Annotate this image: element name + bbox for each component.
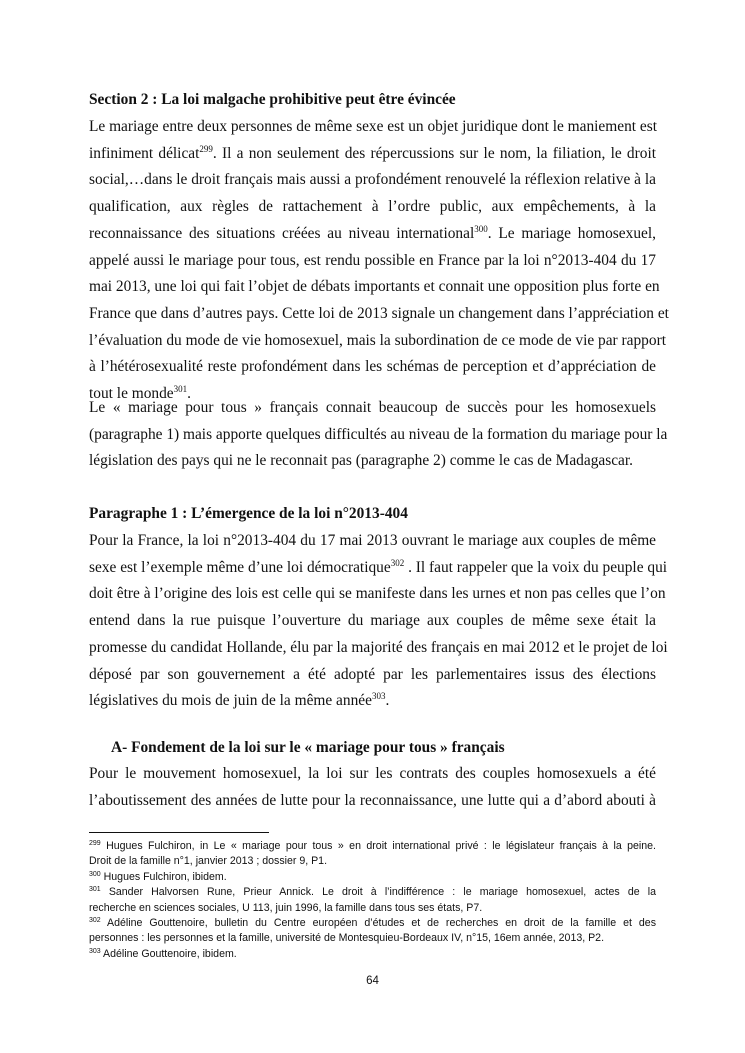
text: déposé par son gouvernement a été adopté par les parlementaires issus des élections bbox=[89, 665, 656, 683]
footnote-reference[interactable]: 300 bbox=[474, 223, 488, 234]
text: mai 2013, une loi qui fait l’objet de débats importants et connait une opposition plus forte en bbox=[89, 278, 660, 296]
text-line bbox=[89, 765, 656, 783]
footnote-number: 302 bbox=[89, 917, 101, 924]
paragraph-1-title: Paragraphe 1 : L’émergence de la loi n°2013-404 bbox=[89, 505, 408, 522]
text-line bbox=[89, 118, 656, 136]
text-line bbox=[89, 399, 656, 417]
text: Le « mariage pour tous » français connait beaucoup de succès pour les homosexuels bbox=[89, 399, 656, 416]
footnote-number: 303 bbox=[89, 947, 101, 955]
footnote-number: 299 bbox=[89, 840, 101, 847]
text: sexe est l’exemple même d’une loi démocratique bbox=[89, 558, 391, 576]
subsection-title: A- Fondement de la loi sur le « mariage pour tous » français bbox=[111, 739, 505, 756]
text: . Le mariage homosexuel, bbox=[487, 224, 656, 242]
text: (paragraphe 1) mais apporte quelques difficultés au niveau de la formation du mariage pour la bbox=[89, 425, 668, 443]
text: législatives du mois de juin de la même année bbox=[89, 692, 372, 710]
text: à l’hétérosexualité reste profondément dans les schémas de perception et d’appréciation de bbox=[89, 358, 656, 376]
text: tout le monde bbox=[89, 385, 174, 402]
text-line bbox=[89, 278, 660, 296]
footnote-line bbox=[89, 886, 656, 899]
text-line bbox=[89, 692, 656, 710]
text: promesse du candidat Hollande, élu par la majorité des français en mai 2012 et le projet de loi bbox=[89, 638, 668, 656]
footnote-line bbox=[89, 917, 656, 930]
text: Pour la France, la loi n°2013-404 du 17 mai 2013 ouvrant le mariage aux couples de même bbox=[89, 532, 656, 549]
footnote-reference[interactable]: 299 bbox=[199, 143, 213, 154]
footnote-reference[interactable]: 303 bbox=[371, 691, 386, 702]
footnote-text: Hugues Fulchiron, in Le « mariage pour tous » en droit international privé : le législateur français à la peine. bbox=[100, 840, 656, 852]
footnote-reference[interactable]: 302 bbox=[390, 557, 405, 568]
text: doit être à l’origine des lois est celle qui se manifeste dans les urnes et non pas celles que l’on bbox=[89, 585, 666, 603]
footnote-text: Adéline Gouttenoire, bulletin du Centre européen d’études et de recherches en droit de la famille et des bbox=[100, 917, 656, 929]
footnote-text: recherche en sciences sociales, U 113, juin 1996, la famille dans tous ses états, P7. bbox=[89, 901, 483, 914]
text-line bbox=[89, 304, 669, 323]
text-line bbox=[89, 532, 656, 550]
text-line bbox=[89, 331, 666, 350]
text: l’évaluation du mode de vie homosexuel, mais la subordination de ce mode de vie par rapport bbox=[89, 331, 666, 349]
text: infiniment délicat bbox=[89, 144, 200, 162]
text-line bbox=[89, 171, 656, 189]
footnote-line bbox=[89, 932, 656, 945]
footnote-line bbox=[89, 902, 656, 915]
text: social,…dans le droit français mais aussi a profondément renouvelé la réflexion relative à la bbox=[89, 171, 656, 189]
text-line bbox=[89, 198, 656, 216]
text-line bbox=[89, 638, 668, 657]
footnote-reference[interactable]: 301 bbox=[173, 384, 188, 394]
footnote-number: 301 bbox=[89, 886, 101, 894]
text-line bbox=[89, 666, 656, 684]
text-line bbox=[89, 358, 656, 376]
footnote-text: Sander Halvorsen Rune, Prieur Annick. Le droit à l’indifférence : le mariage homosexuel, actes de la bbox=[100, 886, 656, 899]
text-line bbox=[89, 252, 656, 270]
text-line bbox=[89, 225, 656, 243]
text-line bbox=[89, 792, 656, 810]
footnote-line bbox=[89, 871, 656, 884]
text-line bbox=[89, 425, 668, 444]
text: reconnaissance des situations créées au niveau international bbox=[89, 224, 475, 242]
footnote-line bbox=[89, 948, 656, 961]
text-line bbox=[89, 612, 656, 630]
text: . bbox=[385, 692, 390, 710]
text-line bbox=[89, 145, 656, 163]
text: qualification, aux règles de rattachement à l’ordre public, aux empêchements, à la bbox=[89, 198, 656, 216]
footnote-number: 300 bbox=[89, 870, 101, 878]
footnote-text: Droit de la famille n°1, janvier 2013 ; dossier 9, P1. bbox=[89, 855, 328, 868]
text: France que dans d’autres pays. Cette loi de 2013 signale un changement dans l’appréciation et bbox=[89, 304, 669, 322]
text: l’aboutissement des années de lutte pour la reconnaissance, une lutte qui a d’abord abouti à bbox=[89, 791, 656, 809]
text: . Il faut rappeler que la voix du peuple qui bbox=[404, 558, 668, 576]
text: . bbox=[187, 385, 191, 402]
text: . Il a non seulement des répercussions sur le nom, la filiation, le droit bbox=[212, 144, 656, 162]
text: législation des pays qui ne le reconnait pas (paragraphe 2) comme le cas de Madagascar. bbox=[89, 452, 634, 469]
footnote-line bbox=[89, 840, 656, 853]
text: Pour le mouvement homosexuel, la loi sur les contrats des couples homosexuels a été bbox=[89, 765, 656, 782]
text: entend dans la rue puisque l’ouverture du mariage aux couples de même sexe était la bbox=[89, 612, 656, 630]
footnote-text: personnes : les personnes et la famille, université de Montesquieu-Bordeaux IV, n°15, 16em année, 2013, P2. bbox=[89, 932, 605, 945]
footnote-separator bbox=[89, 832, 269, 833]
text-line bbox=[89, 557, 668, 577]
text-line bbox=[89, 452, 656, 470]
section-title: Section 2 : La loi malgache prohibitive peut être évincée bbox=[89, 91, 456, 108]
page-number: 64 bbox=[366, 975, 379, 987]
text: Le mariage entre deux personnes de même sexe est un objet juridique dont le maniement est bbox=[89, 118, 657, 135]
footnote-text: Hugues Fulchiron, ibidem. bbox=[100, 870, 227, 883]
text: appelé aussi le mariage pour tous, est rendu possible en France par la loi n°2013-404 du 17 bbox=[89, 251, 656, 269]
footnote-line bbox=[89, 855, 656, 868]
text-line bbox=[89, 585, 666, 603]
footnote-text: Adéline Gouttenoire, ibidem. bbox=[100, 947, 237, 960]
